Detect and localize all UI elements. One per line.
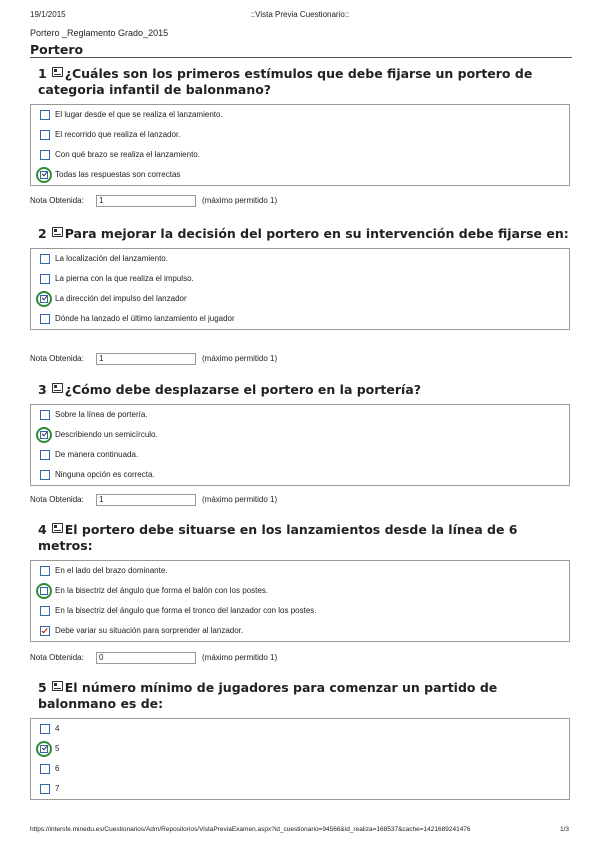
correct-answer-marker-icon [36,167,52,183]
grade-label: Nota Obtenida: [30,495,84,505]
answer-option[interactable] [31,249,569,269]
print-header-date: 19/1/2015 [30,10,66,19]
answer-option[interactable] [31,105,569,125]
grade-input[interactable]: 0 [96,652,196,664]
unchecked-checkbox-icon[interactable] [40,606,50,616]
grade-label: Nota Obtenida: [30,653,84,663]
section-divider [30,57,572,58]
answer-option[interactable] [31,289,569,309]
question-4 [30,522,570,642]
unchecked-checkbox-icon[interactable] [40,314,50,324]
print-footer-page-number: 1/3 [560,826,570,833]
answer-option[interactable] [31,405,569,425]
answer-option[interactable] [31,309,569,329]
checked-checkbox-icon[interactable] [40,745,48,753]
question-2 [30,226,570,330]
question-text: El portero debe situarse en los lanzamientos desde la línea de 6 metros: [38,522,518,553]
answer-option-label: El lugar desde el que se realiza el lanzamiento. [55,110,223,119]
answer-option[interactable] [31,445,569,465]
answer-option-label: La localización del lanzamiento. [55,254,168,263]
grade-label: Nota Obtenida: [30,354,84,364]
correct-answer-marker-icon [36,583,52,599]
answer-option-label: Ninguna opción es correcta. [55,470,155,479]
answer-option-label: Con qué brazo se realiza el lanzamiento. [55,150,200,159]
question-text: El número mínimo de jugadores para comenzar un partido de balonmano es de: [38,680,498,711]
grade-max-note: (máximo permitido 1) [202,495,278,505]
question-text: ¿Cómo debe desplazarse el portero en la portería? [64,382,422,397]
answer-option[interactable] [31,269,569,289]
question-number: 5 [38,680,47,695]
document-title: Portero _Reglamento Grado_2015 [30,28,169,38]
answer-option-label: El recorrido que realiza el lanzador. [55,130,181,139]
unchecked-checkbox-icon[interactable] [40,130,50,140]
unchecked-checkbox-icon[interactable] [40,274,50,284]
question-heading [38,522,570,554]
section-title: Portero [30,42,84,57]
answer-option[interactable] [31,719,569,739]
answer-option-label: Describiendo un semicírculo. [55,430,158,439]
correct-answer-marker-icon [36,741,52,757]
answer-option[interactable] [31,165,569,185]
answer-option-label: 6 [55,764,60,773]
image-placeholder-icon [52,227,63,237]
question-5 [30,680,570,800]
answer-option-label: La pierna con la que realiza el impulso. [55,274,194,283]
unchecked-checkbox-icon[interactable] [40,410,50,420]
question-number: 1 [38,66,47,81]
answer-option-label: La dirección del impulso del lanzador [55,294,187,303]
print-header-title: ::Vista Previa Cuestionario:: [250,10,350,19]
grade-input[interactable]: 1 [96,494,196,506]
checked-checkbox-icon[interactable] [40,431,48,439]
answer-option[interactable] [31,145,569,165]
checked-checkbox-icon[interactable] [40,171,48,179]
unchecked-checkbox-icon[interactable] [40,784,50,794]
answer-options-box [30,248,570,330]
unchecked-checkbox-icon[interactable] [40,150,50,160]
question-number: 4 [38,522,47,537]
correct-answer-marker-icon [36,291,52,307]
question-heading [38,382,570,398]
grade-row [30,195,277,207]
answer-option[interactable] [31,425,569,445]
answer-option-label: 4 [55,724,60,733]
question-3 [30,382,570,486]
grade-row [30,652,277,664]
answer-option-label: En la bisectriz del ángulo que forma el balón con los postes. [55,586,269,595]
unchecked-checkbox-icon[interactable] [40,254,50,264]
unchecked-checkbox-icon[interactable] [40,764,50,774]
answer-options-box [30,404,570,486]
unchecked-checkbox-icon[interactable] [40,724,50,734]
answer-option-label: 7 [55,784,60,793]
question-text: ¿Cuáles son los primeros estímulos que debe fijarse un portero de categoria infantil de balonmano? [38,66,533,97]
print-footer-url: https://intersfe.minedu.es/Cuestionarios/Adm/Repositorios/VistaPreviaExamen.aspx?id_cuestionario=94566&id_realiza=168537&cache=1421689241476 [30,826,471,833]
image-placeholder-icon [52,67,63,77]
question-heading [38,226,570,242]
answer-options-box [30,560,570,642]
image-placeholder-icon [52,681,63,691]
answer-option[interactable] [31,621,569,641]
answer-option[interactable] [31,125,569,145]
unchecked-checkbox-icon[interactable] [40,587,48,595]
grade-max-note: (máximo permitido 1) [202,196,278,206]
question-heading [38,680,570,712]
correct-answer-marker-icon [36,427,52,443]
answer-option-label: En la bisectriz del ángulo que forma el tronco del lanzador con los postes. [55,606,317,615]
answer-option-label: Todas las respuestas son correctas [55,170,181,179]
answer-option-label: 5 [55,744,60,753]
answer-option[interactable] [31,779,569,799]
answer-option[interactable] [31,759,569,779]
unchecked-checkbox-icon[interactable] [40,110,50,120]
checked-checkbox-icon[interactable] [40,626,50,636]
grade-max-note: (máximo permitido 1) [202,354,278,364]
question-heading [38,66,570,98]
grade-input[interactable]: 1 [96,353,196,365]
answer-option[interactable] [31,739,569,759]
grade-row [30,353,277,365]
grade-label: Nota Obtenida: [30,196,84,206]
checked-checkbox-icon[interactable] [40,295,48,303]
grade-input[interactable]: 1 [96,195,196,207]
answer-options-box [30,104,570,186]
answer-option-label: Debe variar su situación para sorprender al lanzador. [55,626,244,635]
grade-max-note: (máximo permitido 1) [202,653,278,663]
unchecked-checkbox-icon[interactable] [40,450,50,460]
grade-row [30,494,277,506]
answer-option[interactable] [31,581,569,601]
answer-option-label: Sobre la línea de portería. [55,410,148,419]
image-placeholder-icon [52,383,63,393]
unchecked-checkbox-icon[interactable] [40,470,50,480]
question-1 [30,66,570,186]
answer-option[interactable] [31,601,569,621]
image-placeholder-icon [52,523,63,533]
answer-option[interactable] [31,561,569,581]
answer-option-label: De manera continuada. [55,450,139,459]
answer-option-label: En el lado del brazo dominante. [55,566,168,575]
unchecked-checkbox-icon[interactable] [40,566,50,576]
answer-options-box [30,718,570,800]
answer-option-label: Dónde ha lanzado el último lanzamiento el jugador [55,314,235,323]
question-text: Para mejorar la decisión del portero en su intervención debe fijarse en: [64,226,569,241]
question-number: 3 [38,382,47,397]
question-number: 2 [38,226,47,241]
answer-option[interactable] [31,465,569,485]
